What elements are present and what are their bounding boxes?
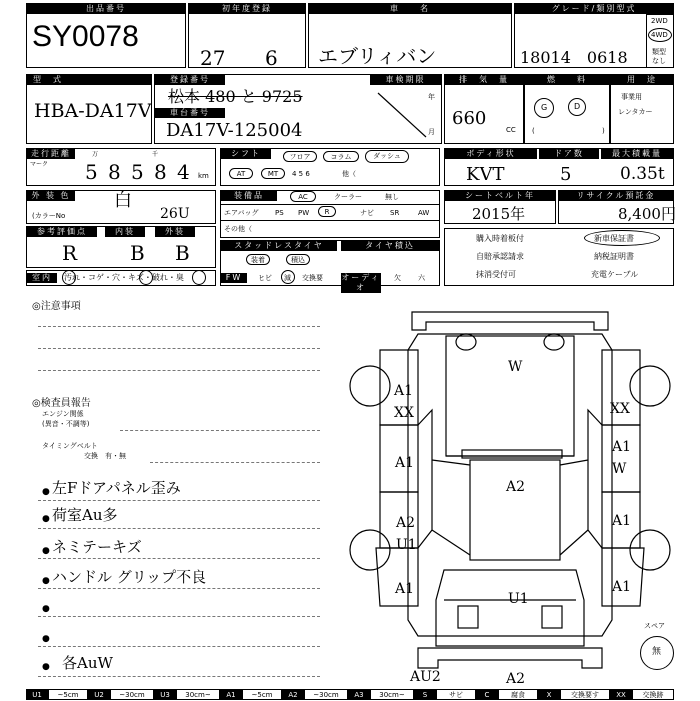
mileage-digit-5: 4 <box>177 160 190 184</box>
inspection-cross-out <box>372 87 432 143</box>
chassis-label: 車台番号 <box>155 108 225 118</box>
note-7: 各AuW <box>62 654 113 672</box>
note-3: ネミテーキズ <box>52 538 142 556</box>
checklist-item-6: 充電ケーブル <box>591 270 639 279</box>
timing-line <box>150 462 320 463</box>
mark-left-mid: A1 <box>395 455 415 471</box>
legend-val-c: 腐食 <box>498 689 538 700</box>
audio-missing: 欠 <box>394 274 401 282</box>
caution-line-2 <box>38 348 320 349</box>
usage-business: 事業用 <box>621 93 642 101</box>
type-label: 類型 <box>652 48 666 56</box>
doors-label: ドア数 <box>539 149 599 159</box>
type-none: なし <box>652 57 666 65</box>
vehicle-type-value: HBA-DA17V <box>34 100 152 122</box>
audio-label: オーディオ <box>341 273 381 292</box>
grade-label: グレード/類別型式 <box>515 4 673 14</box>
fw-crack: ヒビ <box>258 274 272 282</box>
note-2: 荷室Au多 <box>52 506 118 524</box>
audio-six: 六 <box>418 274 425 282</box>
legend-key-c: C <box>476 689 498 700</box>
fuel-label: 燃 料 <box>525 75 609 85</box>
mark-left-front <box>394 380 414 424</box>
legend-val-x: 交換要す <box>560 689 610 700</box>
interior-value: B <box>130 241 145 265</box>
legend-key-x: X <box>538 689 560 700</box>
mileage-digit-4: 8 <box>154 160 167 184</box>
note-7-bullet: ● <box>42 662 50 672</box>
legend-key-a2: A2 <box>282 689 304 700</box>
legend-val-u3: 30cm~ <box>176 689 220 700</box>
note-line-7 <box>38 676 320 677</box>
equip-navi: ナビ <box>360 209 374 217</box>
equip-ac: AC <box>290 191 316 202</box>
usage-rental: レンタカー <box>618 108 653 116</box>
shift-at: AT <box>229 168 253 179</box>
shift-gears: 4 5 6 <box>292 170 310 178</box>
mark-bumper-left: AU2 <box>410 669 441 685</box>
mark-roof: W <box>508 359 523 375</box>
checklist-item-4-circle <box>584 230 660 246</box>
mileage-digit-1: 5 <box>85 160 98 184</box>
room-circle-3 <box>192 270 206 285</box>
studless-label: スタッドレスタイヤ <box>221 241 337 251</box>
note-line-1 <box>38 500 320 501</box>
mark-bumper: A2 <box>506 671 526 687</box>
ref-value: R <box>62 241 78 265</box>
doors-value: 5 <box>560 164 572 185</box>
lot-number: SY0078 <box>32 20 139 53</box>
mark-right-mid-text: A1 W <box>612 439 632 477</box>
timing-sub: 交換 有・無 <box>84 452 126 460</box>
mark-right-rear: A1 <box>612 513 632 529</box>
legend-key-s: S <box>414 689 436 700</box>
belt-label: シートベルト年 <box>445 191 555 201</box>
equip-pw: PW <box>298 209 310 217</box>
note-line-2 <box>38 528 320 529</box>
grade-value: 18014 0618 <box>520 48 628 67</box>
month-value: 6 <box>265 46 278 70</box>
mileage-digit-3: 5 <box>131 160 144 184</box>
shift-dash: ダッシュ <box>365 150 409 163</box>
studless-yes: 装着 <box>246 254 270 265</box>
fw-replace: 交換要 <box>302 274 323 282</box>
year-label: 初年度登録 <box>189 4 305 14</box>
color-no: 26U <box>160 206 190 222</box>
displacement-label: 排 気 量 <box>445 75 523 85</box>
inspection-month-unit: 月 <box>428 128 435 136</box>
timing-label: タイミングベルト <box>42 442 98 450</box>
body-value: KVT <box>466 164 505 185</box>
legend-key-xx: XX <box>610 689 632 700</box>
checklist-item-2: 自賠承認請求 <box>476 252 524 261</box>
spare-value: 無 <box>652 647 662 657</box>
legend-key-a3: A3 <box>348 689 370 700</box>
equip-sr: SR <box>390 209 400 217</box>
mark-hood: U1 <box>508 591 529 607</box>
legend-val-a3: 30cm~ <box>370 689 414 700</box>
note-line-4 <box>38 588 320 589</box>
mileage-unit: km <box>198 172 209 180</box>
color-value: 白 <box>114 190 132 211</box>
usage-label: 用 途 <box>611 75 673 85</box>
note-2-bullet: ● <box>42 514 50 524</box>
color-label: 外 装 色 <box>27 191 75 201</box>
room-text: 汚れ・コゲ・穴・キズ・破れ・臭 <box>64 273 184 282</box>
fw-wear: 減 <box>284 274 291 282</box>
note-1-bullet: ● <box>42 487 50 497</box>
recycle-label: リサイクル預託金 <box>559 191 673 201</box>
body-label: ボディ形状 <box>445 149 537 159</box>
note-line-5 <box>38 616 320 617</box>
note-3-bullet: ● <box>42 546 50 556</box>
shift-label: シフト <box>221 149 271 159</box>
load-value: 0.35t <box>620 164 665 184</box>
equip-none: 無し <box>385 193 399 201</box>
lot-label: 出品番号 <box>27 4 185 14</box>
displacement-unit: CC <box>506 126 516 134</box>
equip-r: R <box>318 206 336 217</box>
note-5-bullet: ● <box>42 604 50 614</box>
legend-key-u3: U3 <box>154 689 176 700</box>
shift-column: コラム <box>323 151 359 162</box>
belt-value: 2015年 <box>472 205 526 223</box>
chassis-value: DA17V-125004 <box>166 120 303 141</box>
drive-2wd: 2WD <box>651 17 668 25</box>
note-6-bullet: ● <box>42 634 50 644</box>
ref-label: 参考評価点 <box>27 227 97 237</box>
engine-sub: (異音・不調等) <box>42 420 90 428</box>
mileage-label: 走行距離 <box>27 149 75 159</box>
vehicle-type-label: 型 式 <box>27 75 151 85</box>
mileage-digit-2: 8 <box>108 160 121 184</box>
model-label: 車 名 <box>309 4 511 14</box>
legend-val-u1: ~5cm <box>48 689 88 700</box>
legend-val-u2: ~30cm <box>110 689 154 700</box>
equip-aw: AW <box>418 209 430 217</box>
mark-left-rear-text: A2 U1 <box>396 515 417 553</box>
shift-floor: フロア <box>283 151 317 162</box>
color-sub: (カラーNo <box>32 212 66 220</box>
equipment-label: 装備品 <box>221 191 277 201</box>
inspection-year-unit: 年 <box>428 93 435 101</box>
equip-airbag: エアバッグ <box>224 209 259 217</box>
model-value: エブリィバン <box>318 44 437 68</box>
recycle-value: 8,400円 <box>618 205 676 223</box>
equip-cooler: クーラー <box>334 193 362 201</box>
caution-line-1 <box>38 326 320 327</box>
mark-right-mid <box>612 436 631 480</box>
shift-mt: MT <box>261 168 285 179</box>
legend-val-a2: ~30cm <box>304 689 348 700</box>
engine-line <box>120 430 320 431</box>
fuel-g: G <box>541 103 548 112</box>
fuel-paren-open: ( <box>532 127 535 135</box>
room-circle-2 <box>139 270 153 285</box>
caution-line-3 <box>38 370 320 371</box>
fuel-paren-close: ) <box>602 127 605 135</box>
tire-load-label: タイヤ積込 <box>341 241 439 251</box>
equip-other: その他（ <box>224 225 252 233</box>
exterior-value: B <box>175 241 190 265</box>
note-line-3 <box>38 558 320 559</box>
legend-key-a1: A1 <box>220 689 242 700</box>
displacement-value: 660 <box>452 108 487 129</box>
fuel-d: D <box>574 102 581 111</box>
mark-floor: A2 <box>506 479 526 495</box>
mileage-sen: 千 <box>152 151 159 158</box>
note-4: ハンドル グリップ不良 <box>52 568 207 586</box>
mileage-man: 万 <box>92 151 99 158</box>
fw-label: FW <box>221 273 247 283</box>
mark-left-front-text: A1 XX <box>394 383 414 421</box>
mark-left-rear2: A1 <box>395 581 415 597</box>
caution-title: ◎注意事項 <box>32 301 81 312</box>
checklist-item-3: 抹消受付可 <box>476 270 516 279</box>
inspector-title: ◎検査員報告 <box>32 398 91 409</box>
load-label: 最大積載量 <box>601 149 673 159</box>
legend-val-a1: ~5cm <box>242 689 282 700</box>
mark-left-rear <box>396 512 417 556</box>
reg-value: 松本 480 と 9725 <box>168 87 303 106</box>
room-label: 室内 <box>27 273 57 283</box>
shift-other: 他（ <box>342 170 356 178</box>
drive-4wd: 4WD <box>651 31 668 39</box>
note-line-6 <box>38 646 320 647</box>
interior-label: 内装 <box>105 227 145 237</box>
mark-right-front: XX <box>610 401 630 417</box>
exterior-label: 外装 <box>155 227 195 237</box>
studless-load: 積込 <box>286 254 310 265</box>
equip-divider-2 <box>221 220 439 221</box>
checklist-item-4: 新車保証書 <box>594 234 634 243</box>
mileage-sub: マーク <box>30 161 49 168</box>
legend-key-u2: U2 <box>88 689 110 700</box>
inspection-label: 車検期限 <box>370 75 441 85</box>
checklist-item-5: 納税証明書 <box>594 252 634 261</box>
equip-ps: PS <box>275 209 284 217</box>
equip-divider <box>221 204 439 205</box>
reg-label: 登録番号 <box>155 75 225 85</box>
note-1: 左Fドアパネル歪み <box>52 479 181 497</box>
checklist-item-1: 購入時着板付 <box>476 234 524 243</box>
legend-val-s: サビ <box>436 689 476 700</box>
mark-right-rear2: A1 <box>612 579 632 595</box>
room-circle-1 <box>62 270 76 285</box>
legend-key-u1: U1 <box>26 689 48 700</box>
year-value: 27 <box>200 46 226 70</box>
spare-label: スペア <box>644 622 665 630</box>
legend-val-xx: 交換跡 <box>632 689 674 700</box>
engine-label: エンジン関係 <box>42 410 84 418</box>
note-4-bullet: ● <box>42 576 50 586</box>
